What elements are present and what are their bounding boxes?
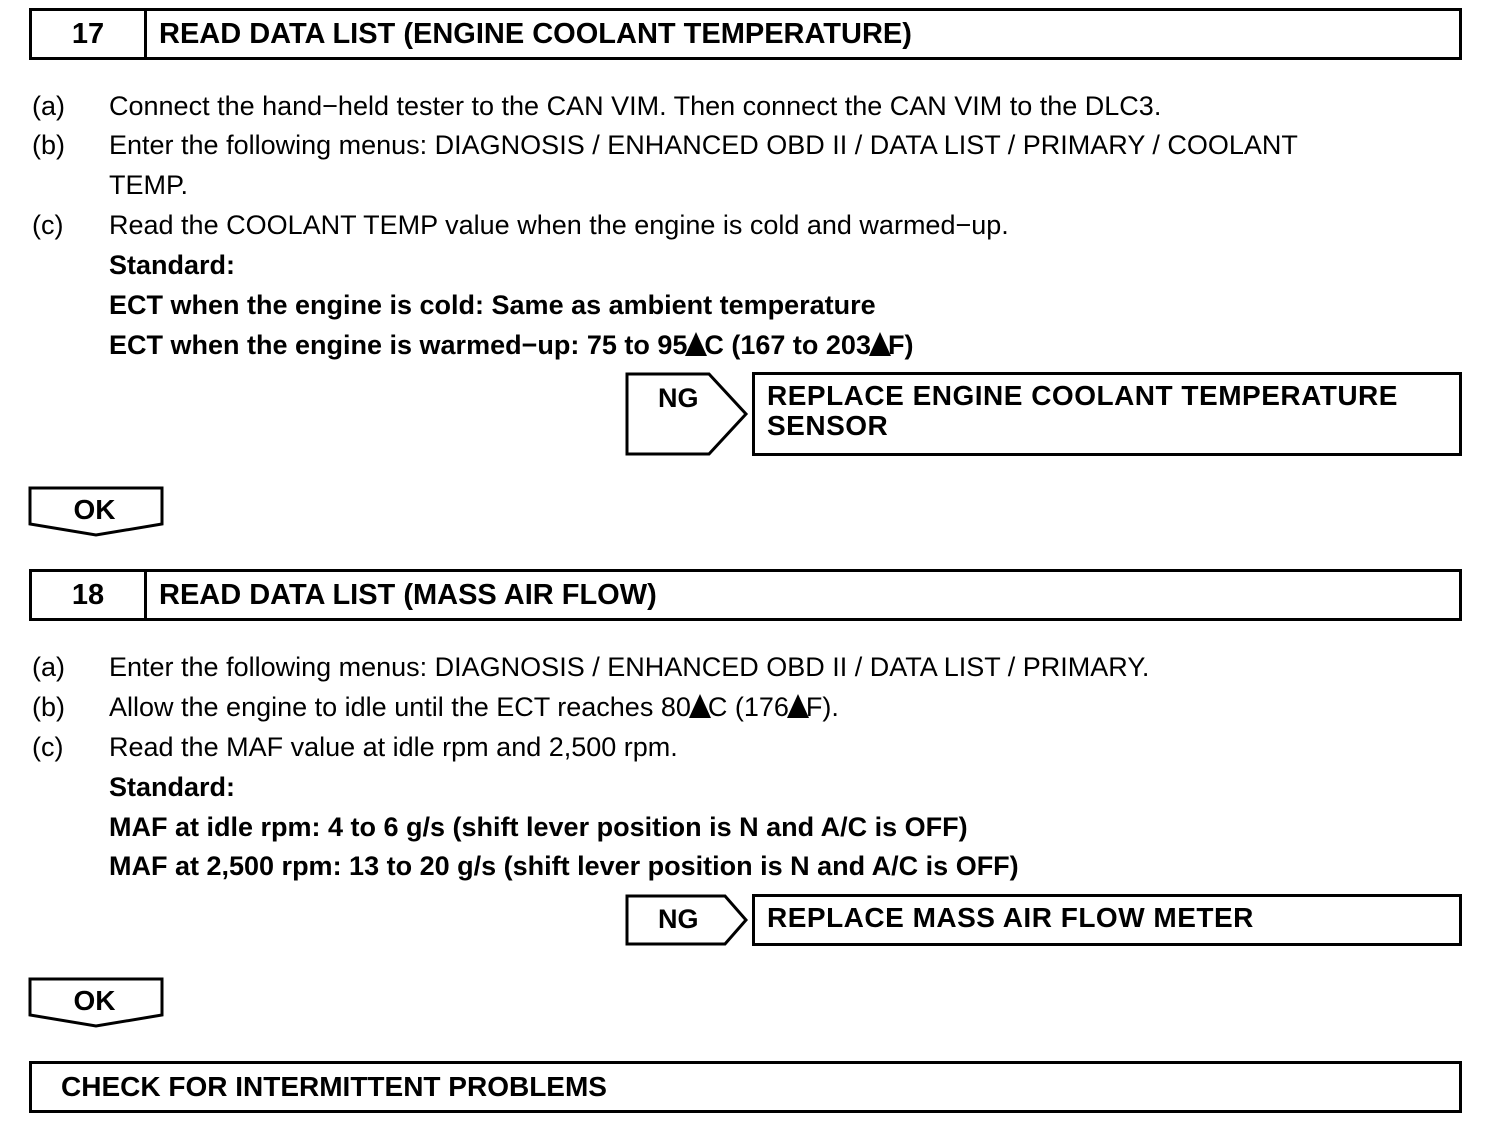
ok-result	[28, 486, 165, 538]
standard-idle: MAF at idle rpm: 4 to 6 g/s (shift lever position is N and A/C is OFF)	[109, 812, 968, 842]
item-text-part: Allow the engine to idle until the ECT reaches 80	[109, 692, 691, 722]
standard-warm-part: F)	[887, 330, 914, 360]
item-text: Read the COOLANT TEMP value when the engine is cold and warmed−up.	[109, 210, 1009, 240]
item-text: Read the MAF value at idle rpm and 2,500 rpm.	[109, 732, 678, 762]
action-replace-ect-sensor	[752, 372, 1462, 456]
item-text: Enter the following menus: DIAGNOSIS / ENHANCED OBD II / DATA LIST / PRIMARY / COOLANT	[109, 130, 1298, 160]
item-label: (b)	[32, 130, 65, 160]
item-text	[109, 687, 839, 727]
step-18-header	[29, 569, 1462, 621]
ok-result	[28, 977, 165, 1029]
action-text: SENSOR	[767, 410, 889, 441]
action-text: REPLACE ENGINE COOLANT TEMPERATURE	[767, 380, 1398, 411]
item-label: (b)	[32, 692, 65, 722]
item-text-part: F).	[805, 692, 839, 722]
item-text-part: C (176	[707, 692, 789, 722]
action-replace-maf-meter	[752, 894, 1462, 946]
standard-cold: ECT when the engine is cold: Same as ambient temperature	[109, 290, 876, 320]
final-action-box	[29, 1061, 1462, 1113]
standard-label: Standard:	[109, 250, 236, 280]
step-17-header	[29, 8, 1462, 60]
standard-label: Standard:	[109, 772, 236, 802]
standard-warm-part: C (167 to 203	[704, 330, 871, 360]
item-text: Connect the hand−held tester to the CAN VIM. Then connect the CAN VIM to the DLC3.	[109, 91, 1162, 121]
standard-2500rpm: MAF at 2,500 rpm: 13 to 20 g/s (shift lever position is N and A/C is OFF)	[109, 851, 1019, 881]
final-action-text: CHECK FOR INTERMITTENT PROBLEMS	[61, 1071, 607, 1102]
ng-label: NG	[658, 904, 699, 934]
item-label: (a)	[32, 91, 65, 121]
item-label: (a)	[32, 652, 65, 682]
step-title: READ DATA LIST (ENGINE COOLANT TEMPERATURE)	[159, 17, 912, 50]
step-title: READ DATA LIST (MASS AIR FLOW)	[159, 578, 657, 611]
ok-label: OK	[73, 494, 116, 525]
item-label: (c)	[32, 210, 64, 240]
item-text-continued: TEMP.	[109, 170, 189, 200]
ng-label: NG	[658, 383, 699, 413]
action-text: REPLACE MASS AIR FLOW METER	[767, 902, 1254, 933]
step-number: 18	[32, 572, 147, 618]
item-text: Enter the following menus: DIAGNOSIS / ENHANCED OBD II / DATA LIST / PRIMARY.	[109, 652, 1150, 682]
ok-label: OK	[73, 985, 116, 1016]
item-label: (c)	[32, 732, 64, 762]
step-number: 17	[32, 11, 147, 57]
standard-warm	[109, 325, 913, 365]
standard-warm-part: ECT when the engine is warmed−up: 75 to 95	[109, 330, 688, 360]
